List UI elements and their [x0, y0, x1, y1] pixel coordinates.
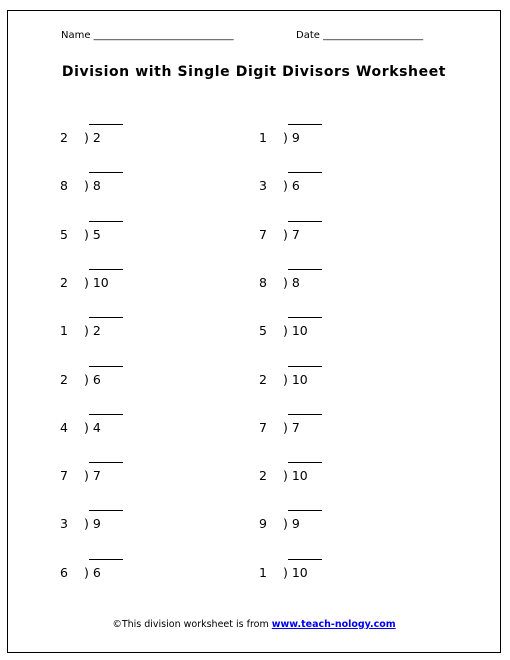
division-problem [60, 510, 180, 532]
division-problem [60, 366, 180, 388]
divisor: 7 [259, 419, 267, 435]
answer-line [288, 317, 322, 318]
division-problem [259, 414, 379, 436]
dividend: ) 10 [283, 564, 308, 580]
dividend: ) 8 [84, 178, 101, 194]
division-problem [60, 124, 180, 146]
dividend: ) 8 [283, 274, 300, 290]
dividend: ) 6 [283, 178, 300, 194]
dividend: ) 7 [283, 226, 300, 242]
divisor: 2 [60, 274, 68, 290]
dividend: ) 2 [84, 130, 101, 145]
answer-line [89, 462, 123, 463]
dividend: ) 5 [84, 226, 101, 242]
divisor: 8 [259, 274, 267, 290]
dividend: ) 7 [283, 419, 300, 435]
answer-line [89, 510, 123, 511]
divisor: 5 [60, 226, 68, 242]
answer-line [288, 221, 322, 222]
division-problem [60, 221, 180, 243]
answer-line [288, 559, 322, 560]
answer-line [288, 124, 322, 125]
division-problem [259, 172, 379, 194]
answer-line [89, 414, 123, 415]
answer-line [89, 559, 123, 560]
name-field-label: Name ____________________________ [61, 30, 234, 41]
dividend: ) 6 [84, 564, 101, 580]
divisor: 5 [259, 323, 267, 339]
answer-line [89, 366, 123, 367]
divisor: 2 [60, 130, 68, 145]
divisor: 1 [60, 323, 68, 339]
divisor: 3 [60, 516, 68, 532]
answer-line [89, 317, 123, 318]
answer-line [89, 124, 123, 125]
divisor: 1 [259, 130, 267, 145]
dividend: ) 9 [283, 130, 300, 145]
answer-line [288, 366, 322, 367]
divisor: 7 [259, 226, 267, 242]
footer-link[interactable]: www.teach-nology.com [271, 619, 396, 630]
dividend: ) 4 [84, 419, 101, 435]
dividend: ) 9 [283, 516, 300, 532]
divisor: 1 [259, 564, 267, 580]
dividend: ) 9 [84, 516, 101, 532]
dividend: ) 2 [84, 323, 101, 339]
division-problem [259, 317, 379, 339]
dividend: ) 10 [283, 371, 308, 387]
divisor: 8 [60, 178, 68, 194]
division-problem [60, 269, 180, 291]
dividend: ) 10 [283, 468, 308, 484]
division-problem [60, 462, 180, 484]
division-problem [259, 124, 379, 146]
worksheet-page [7, 10, 501, 653]
division-problem [259, 510, 379, 532]
division-problem [259, 462, 379, 484]
answer-line [89, 221, 123, 222]
answer-line [288, 510, 322, 511]
footer [8, 619, 500, 630]
division-problem [259, 559, 379, 581]
answer-line [288, 462, 322, 463]
division-problem [60, 172, 180, 194]
division-problem [259, 269, 379, 291]
divisor: 9 [259, 516, 267, 532]
divisor: 2 [259, 468, 267, 484]
answer-line [288, 414, 322, 415]
divisor: 2 [60, 371, 68, 387]
divisor: 6 [60, 564, 68, 580]
dividend: ) 7 [84, 468, 101, 484]
answer-line [288, 172, 322, 173]
division-problem [60, 317, 180, 339]
date-field-label: Date ____________________ [296, 30, 424, 41]
dividend: ) 10 [84, 274, 109, 290]
division-problem [259, 366, 379, 388]
footer-text: ©This division worksheet is from [112, 619, 272, 630]
dividend: ) 10 [283, 323, 308, 339]
division-problem [60, 559, 180, 581]
answer-line [89, 172, 123, 173]
divisor: 7 [60, 468, 68, 484]
divisor: 3 [259, 178, 267, 194]
division-problem [60, 414, 180, 436]
page-title: Division with Single Digit Divisors Worksheet [61, 64, 447, 80]
division-problem [259, 221, 379, 243]
answer-line [89, 269, 123, 270]
divisor: 2 [259, 371, 267, 387]
answer-line [288, 269, 322, 270]
dividend: ) 6 [84, 371, 101, 387]
divisor: 4 [60, 419, 68, 435]
